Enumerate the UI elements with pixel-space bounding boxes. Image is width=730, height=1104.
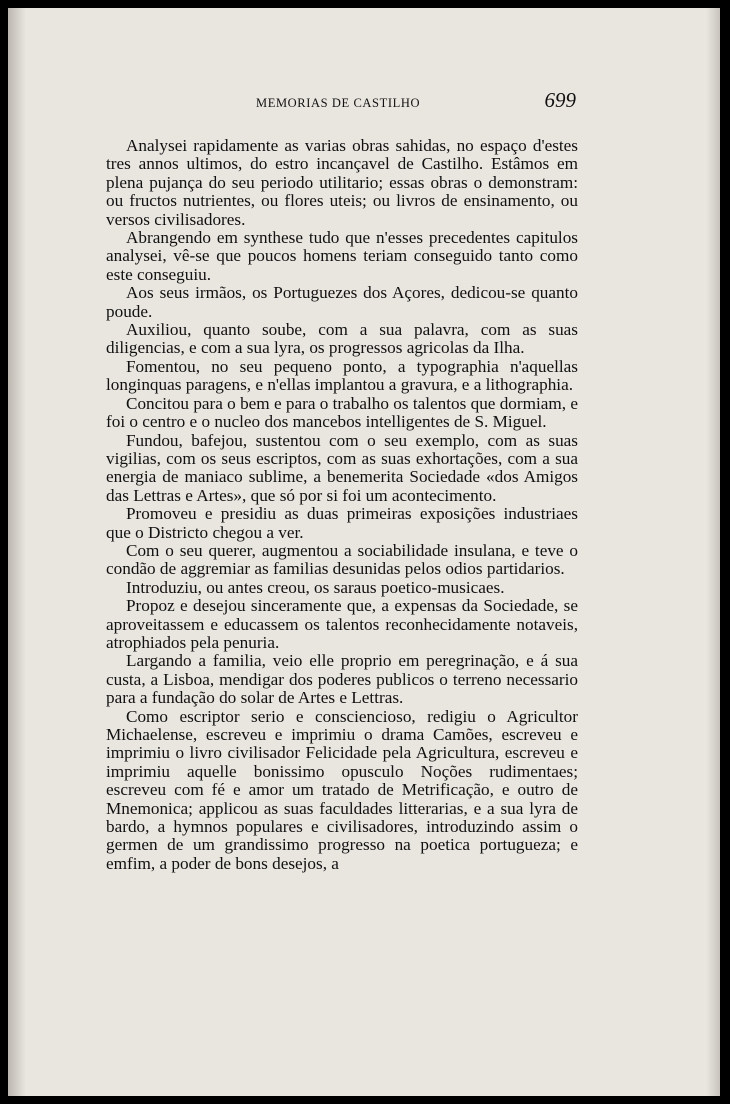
paragraph: Fundou, bafejou, sustentou com o seu exemplo, com as suas vigilias, com os seus escriptos, com as suas exhortações, com a sua energia de maniaco sublime, a benemerita Sociedade «dos Amigos das Lettras e Artes», que só por si foi um acontecimento. xyxy=(106,430,578,505)
paragraph: Introduziu, ou antes creou, os saraus poetico-musicaes. xyxy=(126,577,505,597)
page-edge-shadow xyxy=(706,8,720,1096)
paragraph: Largando a familia, veio elle proprio em peregrinação, e á sua custa, a Lisboa, mendigar dos poderes publicos o terreno necessario para a fundação do solar de Artes e Lettras. xyxy=(106,651,578,708)
paragraph: Aos seus irmãos, os Portuguezes dos Açores, dedicou-se quanto poude. xyxy=(106,283,578,321)
paragraph: Propoz e desejou sinceramente que, a expensas da Sociedade, se aproveitassem e educassem os talentos reconhecidamente notaveis, atrophiados pela penuria. xyxy=(106,596,578,652)
paragraph: Analysei rapidamente as varias obras sahidas, no espaço d'estes tres annos ultimos, do estro incançavel de Castilho. Estâmos em plena pujança do seu periodo utilitario; essas obras o demonstram: ou fructos nutrientes, ou flores uteis; ou livros de ensinamento, ou versos civilisadores. xyxy=(106,136,578,229)
page-header xyxy=(104,88,584,116)
book-page xyxy=(8,8,720,1096)
paragraph: Promoveu e presidiu as duas primeiras exposições industriaes que o Districto chegou a ver. xyxy=(106,504,578,542)
paragraph: Fomentou, no seu pequeno ponto, a typographia n'aquellas longinquas paragens, e n'ellas implantou a gravura, e a lithographia. xyxy=(106,356,578,395)
running-head: MEMORIAS DE CASTILHO xyxy=(256,96,421,110)
paragraph: Auxiliou, quanto soube, com a sua palavra, com as suas diligencias, e com a sua lyra, os progressos agricolas da Ilha. xyxy=(106,320,578,358)
paragraph: Abrangendo em synthese tudo que n'esses precedentes capitulos analysei, vê-se que poucos homens teriam conseguido tanto como este conseguiu. xyxy=(106,228,578,284)
paragraph: Como escriptor serio e consciencioso, redigiu o Agricultor Michaelense, escreveu e imprimiu o drama Camões, escreveu e imprimiu o livro civilisador Felicidade pela Agricultura, escreveu e imprimiu aquelle bonissimo opusculo Noções rudimentaes; escreveu com fé e amor um tratado de Metrificação, e outro de Mnemonica; applicou as suas faculdades litterarias, e a sua lyra de bardo, a hymnos populares e civilisadores, introduzindo assim o germen de um grandissimo progresso na poetica portugueza; e emfim, a poder de bons desejos, a xyxy=(106,706,578,873)
paragraph: Com o seu querer, augmentou a sociabilidade insulana, e teve o condão de aggremiar as familias desunidas pelos odios partidarios. xyxy=(106,540,578,579)
page-number: 699 xyxy=(544,88,576,112)
paragraph: Concitou para o bem e para o trabalho os talentos que dormiam, e foi o centro e o nucleo dos mancebos intelligentes de S. Miguel. xyxy=(106,393,578,432)
page-gutter-shadow xyxy=(8,8,26,1096)
page-body-text xyxy=(106,137,578,873)
